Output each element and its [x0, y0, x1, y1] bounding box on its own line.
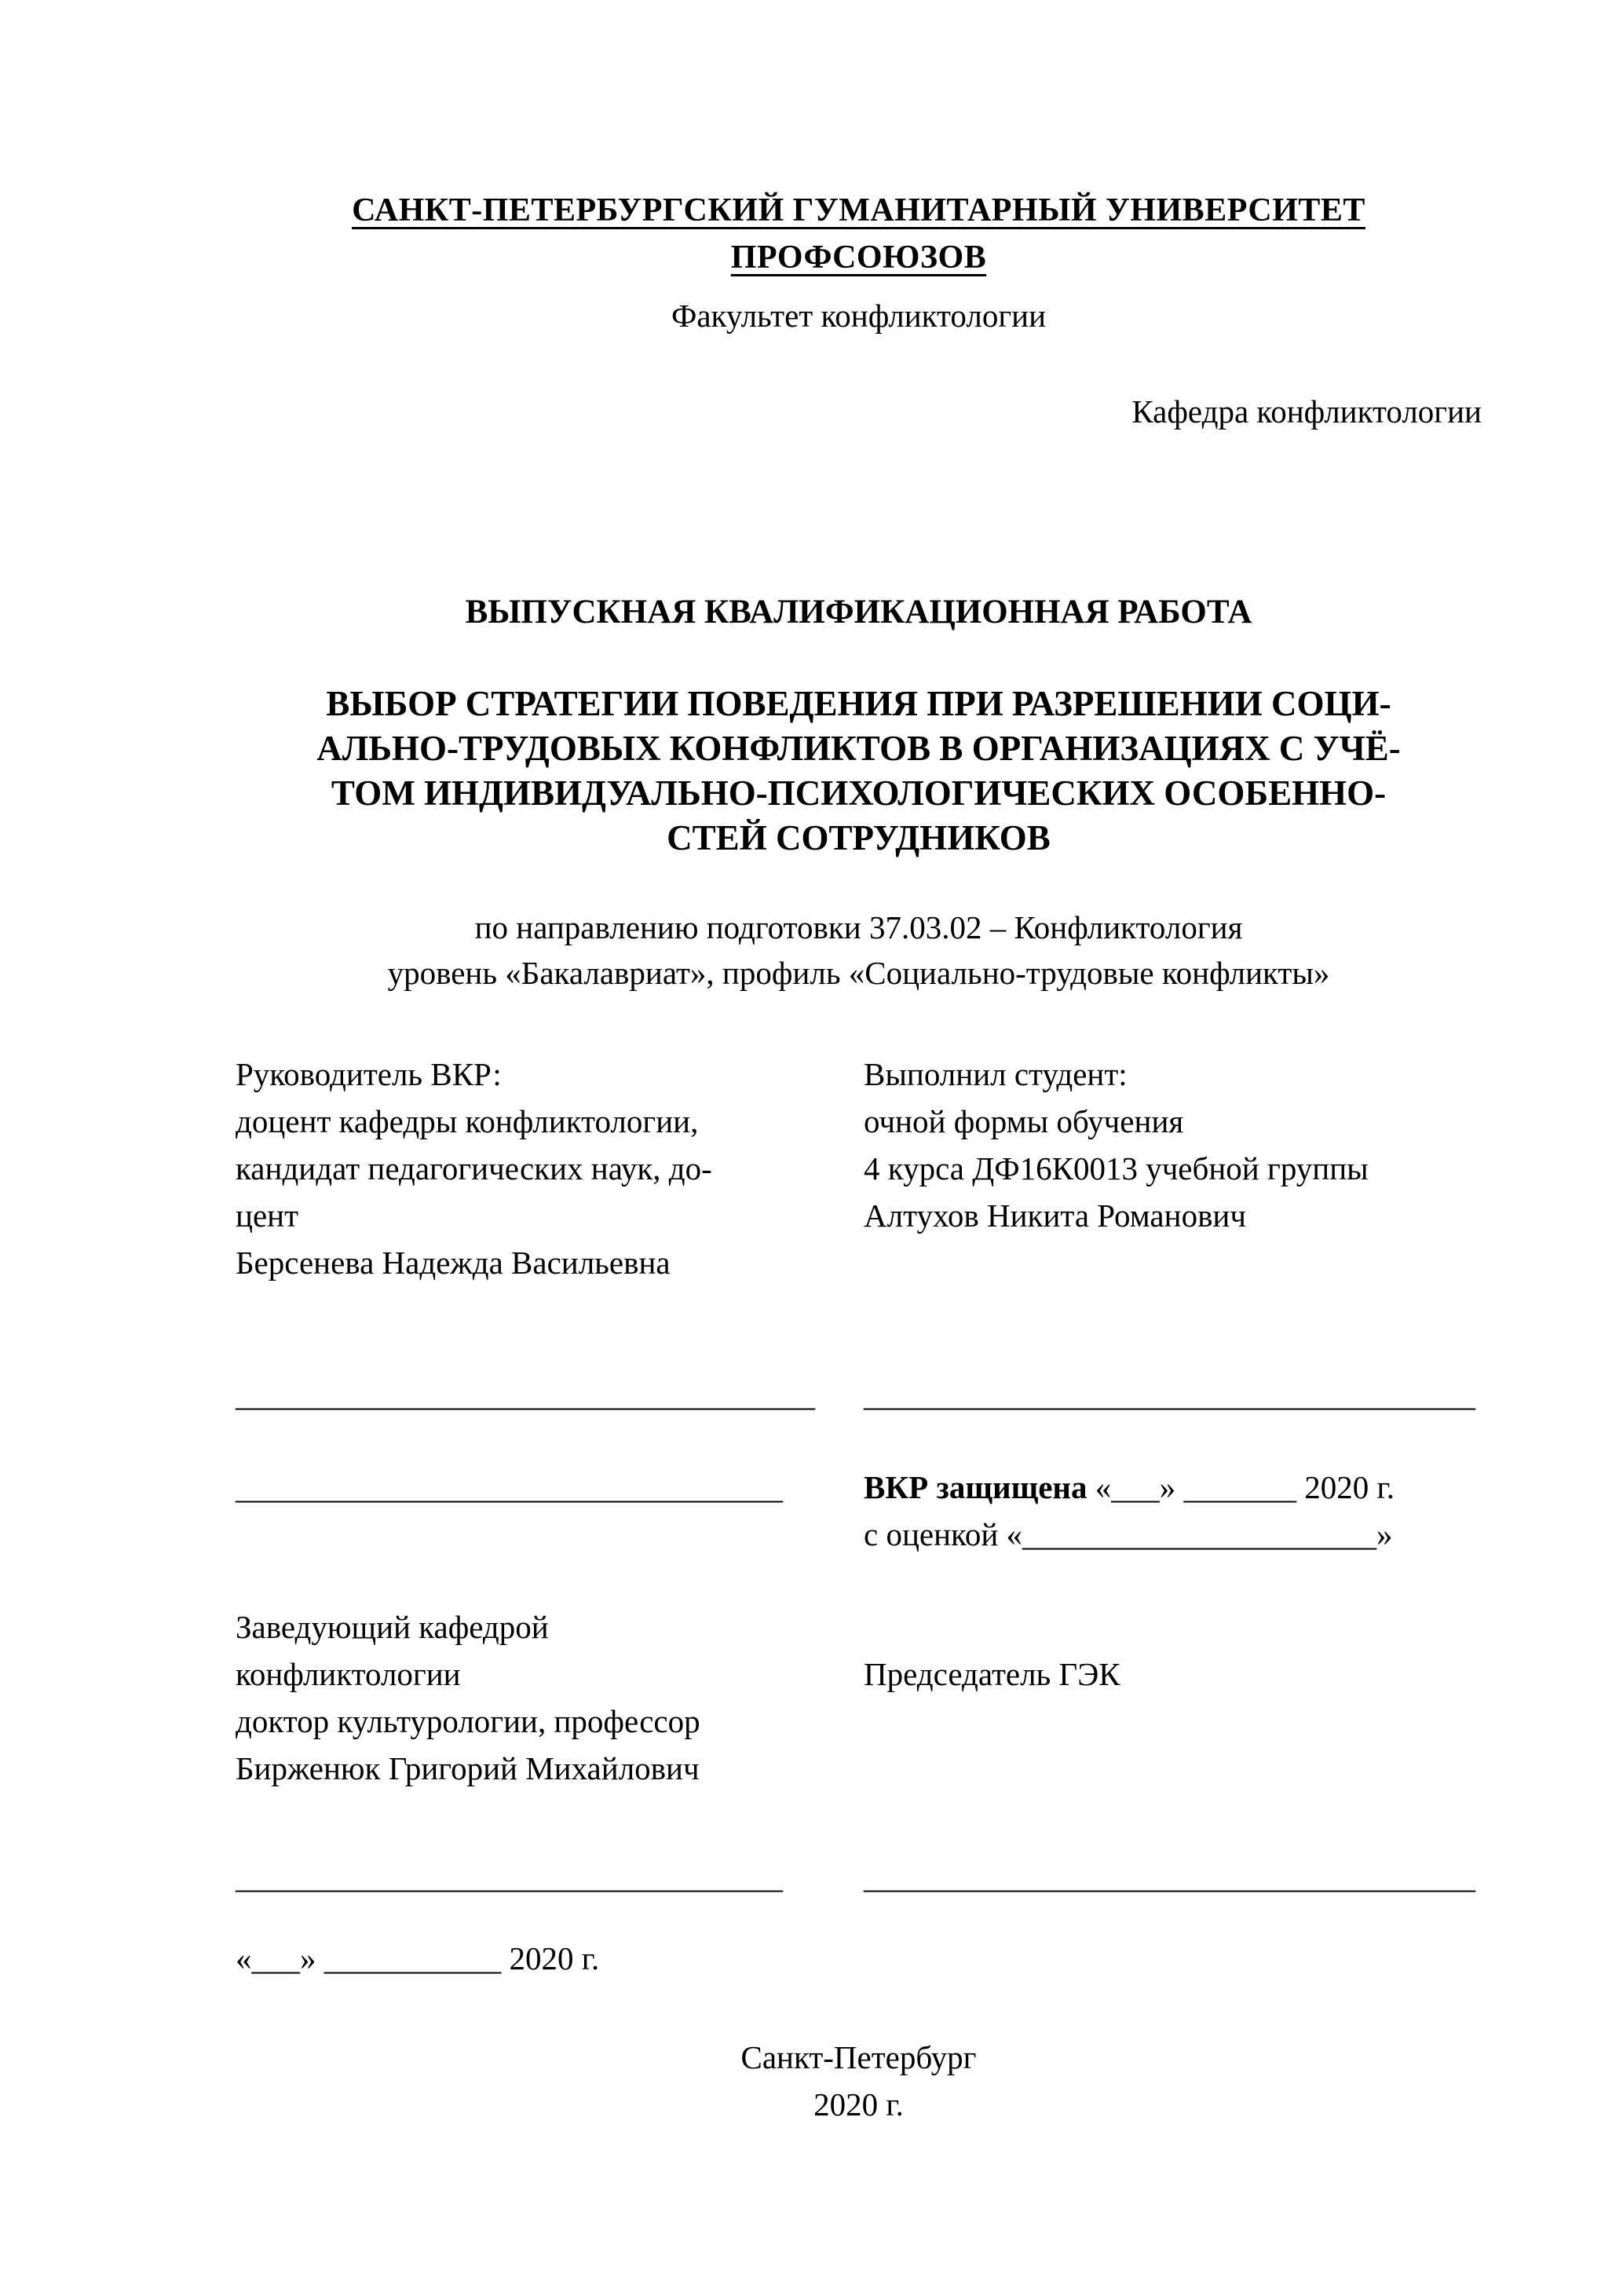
chairman-signature-line: ______________________________________: [864, 1859, 1475, 1895]
footer-year: 2020 г.: [813, 2086, 904, 2122]
program-info: [236, 905, 1482, 996]
head-department-date-line: «___» ___________ 2020 г.: [236, 1940, 600, 1976]
defense-label: ВКР защищена: [864, 1469, 1087, 1505]
student-name: Алтухов Никита Романович: [864, 1197, 1246, 1234]
student-line: очной формы обучения: [864, 1103, 1184, 1139]
university-name: САНКТ-ПЕТЕРБУРГСКИЙ ГУМАНИТАРНЫЙ УНИВЕРСИТЕТ ПРОФСОЮЗОВ: [352, 192, 1365, 276]
supervisor-line: цент: [236, 1197, 298, 1234]
head-department-name: Бирженюк Григорий Михайлович: [236, 1750, 700, 1786]
head-department-line: конфликтологии: [236, 1656, 461, 1692]
supervisor-name: Берсенева Надежда Васильевна: [236, 1245, 671, 1281]
defense-block: [864, 1464, 1482, 1558]
head-department-signature-line: __________________________________: [236, 1859, 783, 1895]
people-info-row: [236, 1051, 1482, 1286]
student-line: 4 курса ДФ16К0013 учебной группы: [864, 1150, 1369, 1186]
supervisor-line: доцент кафедры конфликтологии,: [236, 1103, 699, 1139]
supervisor-line: кандидат педагогических наук, до-: [236, 1150, 712, 1186]
footer-block: [236, 2034, 1482, 2128]
footer-city: Санкт-Петербург: [740, 2039, 977, 2075]
signature-row-1: [236, 1371, 1482, 1418]
head-department-line: доктор культурологии, профессор: [236, 1703, 700, 1739]
thesis-title-line: ВЫБОР СТРАТЕГИИ ПОВЕДЕНИЯ ПРИ РАЗРЕШЕНИИ СОЦИ-: [326, 684, 1391, 723]
program-level: уровень «Бакалавриат», профиль «Социально-трудовые конфликты»: [387, 955, 1330, 991]
student-block: [864, 1051, 1482, 1286]
signature-row-2: [236, 1853, 1482, 1900]
defense-grade-line: с оценкой «______________________»: [864, 1516, 1393, 1552]
defense-date-blanks: «___» _______ 2020 г.: [1087, 1469, 1395, 1505]
chairman-block: [864, 1603, 1482, 1792]
defense-row: [236, 1464, 1482, 1558]
thesis-title-line: АЛЬНО-ТРУДОВЫХ КОНФЛИКТОВ В ОРГАНИЗАЦИЯХ С УЧЁ-: [316, 729, 1401, 768]
supervisor-signature-line: ____________________________________: [236, 1377, 815, 1413]
program-direction: по направлению подготовки 37.03.02 – Конфликтология: [474, 909, 1243, 945]
department-name: Кафедра конфликтологии: [1131, 393, 1482, 430]
defense-date-line: [864, 1464, 1482, 1511]
supervisor-block: [236, 1051, 817, 1286]
officials-row: [236, 1603, 1482, 1792]
work-type-heading: ВЫПУСКНАЯ КВАЛИФИКАЦИОННАЯ РАБОТА: [465, 594, 1252, 631]
thesis-title-line: ТОМ ИНДИВИДУАЛЬНО-ПСИХОЛОГИЧЕСКИХ ОСОБЕННО-: [331, 773, 1387, 813]
head-department-line: Заведующий кафедрой: [236, 1609, 549, 1645]
thesis-title-line: СТЕЙ СОТРУДНИКОВ: [667, 818, 1051, 857]
supervisor-label: Руководитель ВКР:: [236, 1056, 502, 1092]
head-department-block: [236, 1603, 817, 1792]
supervisor-signature-line-2: __________________________________: [236, 1469, 783, 1505]
thesis-title: [236, 682, 1482, 861]
date-row: [236, 1935, 1482, 1982]
chairman-label: Председатель ГЭК: [864, 1656, 1120, 1692]
faculty-name: Факультет конфликтологии: [671, 298, 1047, 334]
student-signature-line: ______________________________________: [864, 1377, 1475, 1413]
student-label: Выполнил студент:: [864, 1056, 1128, 1092]
